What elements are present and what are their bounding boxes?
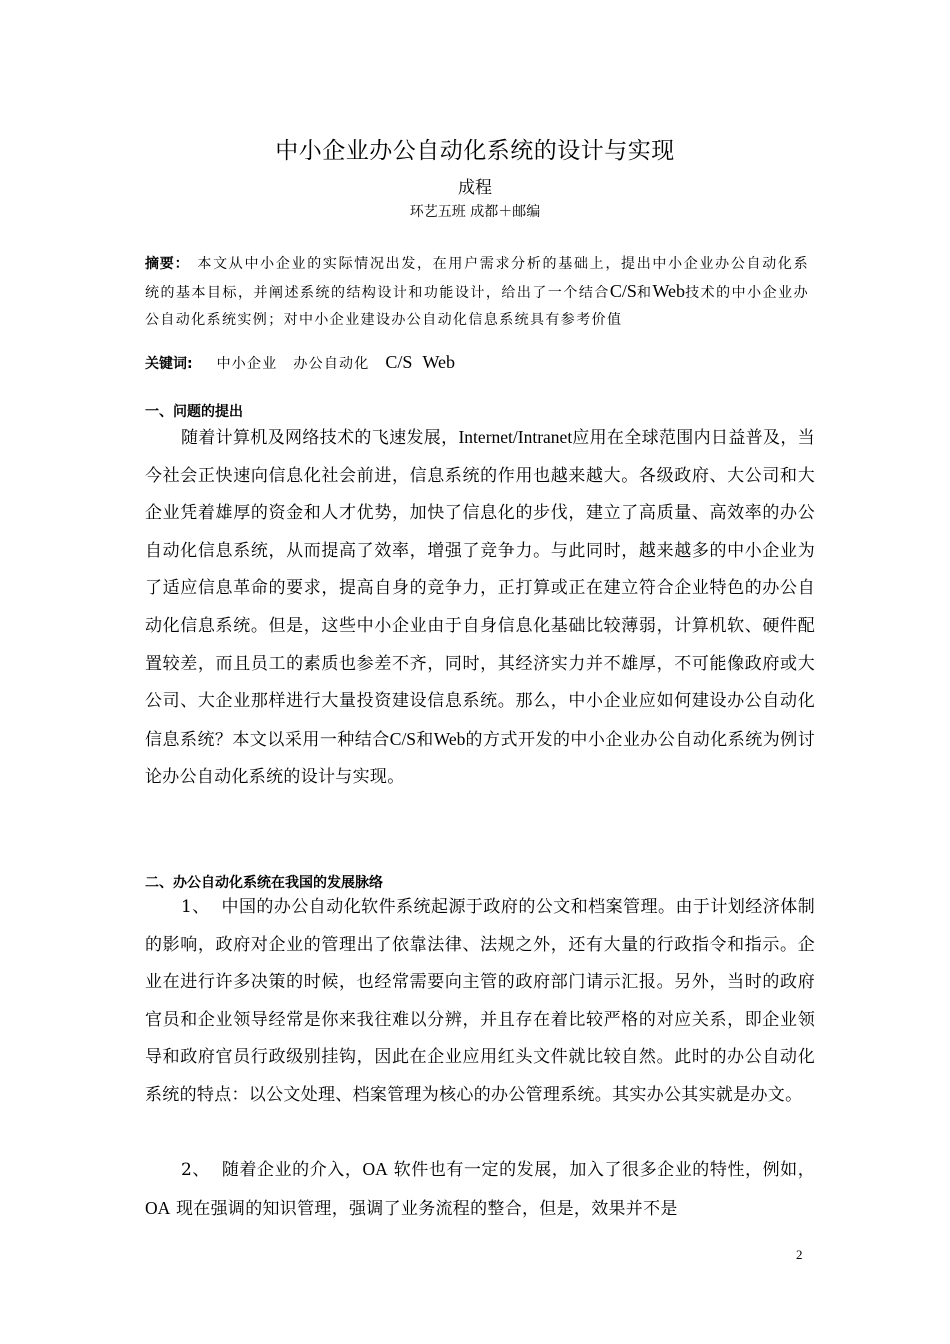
section-heading-1: 一、问题的提出 [145,404,243,420]
paragraph-text: 和 [416,729,434,750]
paragraph-text: 现在强调的知识管理，强调了业务流程的整合，但是，效果并不是 [176,1198,678,1219]
section1-paragraph [145,419,815,797]
keyword-item: Web [422,352,455,372]
paragraph-text: 随着企业的介入， [221,1160,363,1180]
keyword-item: 办公自动化 [293,356,370,372]
author-affiliation: 环艺五班 成都＋邮编 [409,204,541,220]
paragraph-number: 2、 [181,1160,210,1180]
page-number: 2 [796,1247,803,1262]
paragraph-term-cs: C/S [389,728,417,749]
keywords-line [145,348,465,378]
abstract-text-and: 和 [636,285,653,301]
author-name: 成程 [458,178,492,198]
keyword-item: C/S [385,352,413,372]
paragraph-term-web: Web [433,728,466,749]
abstract-text: 本文从中小企业的实际情况出发，在用户需求分析的基础上，提出中小企业办公自动化系统的基本目标，并阐述系统的结构设计和功能设计，给出了一个结合 [145,256,809,301]
paragraph-text: 随着计算机及网络技术的飞速发展， [181,428,459,448]
paragraph-text: 应用在全球范围内日益普及，当今社会正快速向信息化社会前进，信息系统的作用也越来越大。各级政府、大公司和大企业凭着雄厚的资金和人才优势，加快了信息化的步伐，建立了高质量、高效率的办公自动化信息系统，从而提高了效率，增强了竞争力。与此同时，越来越多的中小企业为了适应信息革命的要求，提高自身的竞争力，正打算或正在建立符合企业特色的办公自动化信息系统。但是，这些中小企业由于自身信息化基础比较薄弱，计算机软、硬件配置较差，而且员工的素质也参差不齐，同时，其经济实力并不雄厚，不可能像政府或大公司、大企业那样进行大量投资建设信息系统。那么，中小企业应如何建设办公自动化信息系统？本文以采用一种结合 [145,428,815,750]
keywords-label: 关键词: [145,356,193,372]
abstract-term-cs: C/S [609,281,637,301]
abstract-label: 摘要： [145,256,190,272]
section2-paragraph-1 [145,889,815,1115]
abstract-text-end: 技术的中小企业办公自动化系统实例；对中小企业建设办公自动化信息系统具有参考价值 [145,285,809,328]
paragraph-text: 的方式开发的中小企业办公自动化系统为例讨论办公自动化系统的设计与实现。 [145,729,816,788]
section2-paragraph-2 [145,1151,815,1228]
keyword-item: 中小企业 [216,356,278,372]
document-title: 中小企业办公自动化系统的设计与实现 [275,138,675,164]
paragraph-text: 中国的办公自动化软件系统起源于政府的公文和档案管理。由于计划经济体制的影响，政府对企业的管理出了依靠法律、法规之外，还有大量的行政指令和指示。企业在进行许多决策的时候，也经常需要向主管的政府部门请示汇报。另外，当时的政府官员和企业领导经常是你来我往难以分辨，并且存在着比较严格的对应关系，即企业领导和政府官员行政级别挂钩，因此在企业应用红头文件就比较自然。此时的办公自动化系统的特点：以公文处理、档案管理为核心的办公管理系统。其实办公其实就是办文。 [145,897,815,1105]
section-heading-2: 二、办公自动化系统在我国的发展脉络 [145,875,383,891]
paragraph-term-oa: OA [145,1197,171,1218]
paragraph-text: 软件也有一定的发展，加入了很多企业的特性，例如， [393,1160,816,1180]
paragraph-term-oa: OA [362,1159,388,1179]
abstract-term-web: Web [652,281,686,301]
paragraph-term-internet: Internet/Intranet [458,427,573,447]
paragraph-number: 1、 [181,897,210,917]
abstract-block [145,251,809,334]
